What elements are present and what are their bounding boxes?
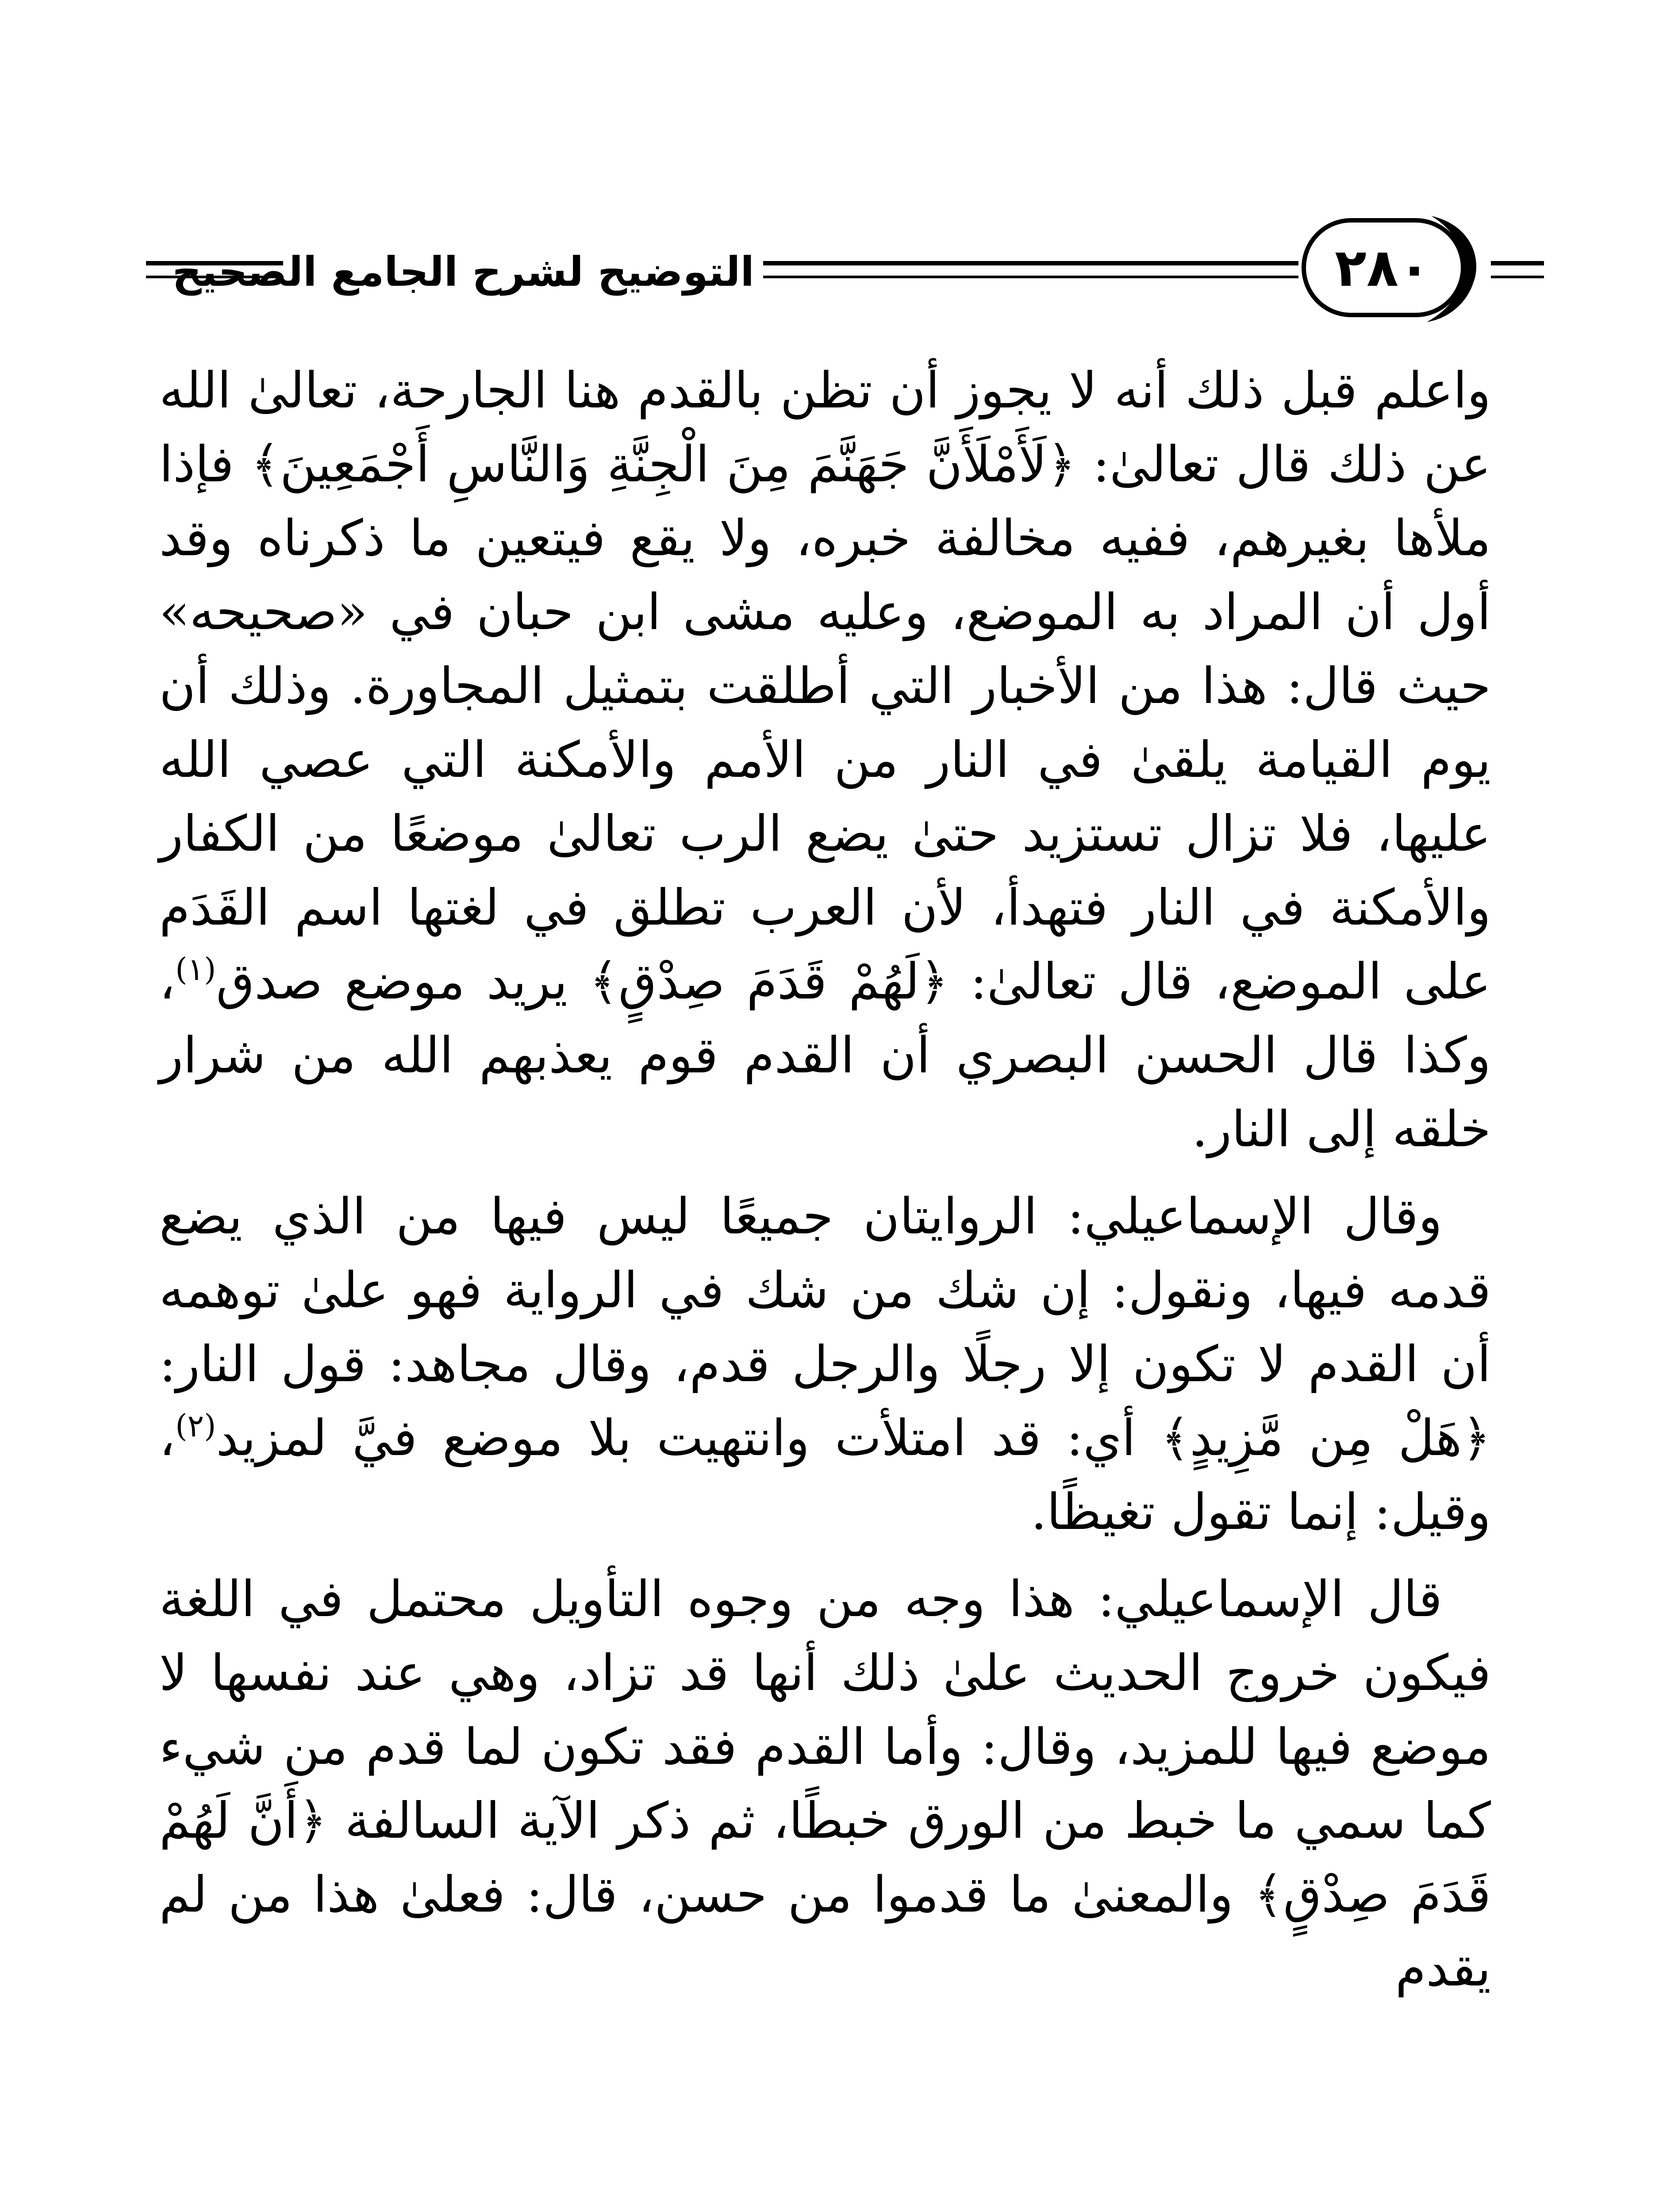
footnote-ref-2[interactable]: (٢) [175, 1408, 216, 1444]
header-rule-right-lower [1491, 276, 1544, 278]
text-run: أي: قد امتلأت وانتهيت بلا موضع فيَّ لمزيد [216, 1409, 1161, 1467]
text-run: ، وقيل: إنما تقول تغيظًا. [159, 1409, 1491, 1541]
quran-verse: ﴿لَأَمْلَأَنَّ جَهَنَّمَ مِنَ الْجِنَّةِ وَالنَّاسِ أَجْمَعِينَ﴾ [251, 436, 1076, 493]
paragraph-3 [159, 1563, 1491, 2006]
paragraph-1 [159, 354, 1491, 1167]
page-number-badge [1298, 208, 1484, 327]
footnote-ref-1[interactable]: (١) [175, 951, 216, 987]
quran-verse: ﴿هَلْ مِن مَّزِيدٍ﴾ [1160, 1409, 1491, 1467]
header-rule-right [1491, 261, 1544, 265]
text-run: ، وكذا قال الحسن البصري أن القدم قوم يعذبهم الله من شرار خلقه إلى النار. [159, 953, 1491, 1158]
text-run: قال الإسماعيلي: هذا وجه من وجوه التأويل محتمل في اللغة فيكون خروج الحديث علىٰ ذلك أنها قد تزاد، وهي عند نفسها لا موضع فيها للمزيد، وقال: وأما القدم فقد تكون لما قدم من شيء كما سمي ما خبط من الورق خبطًا، ثم ذكر الآية السالفة [159, 1571, 1491, 1850]
running-title: التوضيح لشرح الجامع الصحيح [172, 248, 754, 296]
header-rule-middle-lower [763, 276, 1298, 278]
text-run: يريد موضع صدق [216, 953, 589, 1010]
page-number: ٢٨٠ [1334, 237, 1431, 298]
body-text [159, 354, 1491, 2006]
header-rule-middle [763, 261, 1298, 265]
running-header [146, 175, 1500, 361]
text-run: وقال الإسماعيلي: الروايتان جميعًا ليس فيها من الذي يضع قدمه فيها، ونقول: إن شك من شك في الرواية فهو علىٰ توهمه أن القدم لا تكون إلا رجلًا والرجل قدم، وقال مجاهد: قول النار: [159, 1188, 1491, 1393]
text-run: واعلم قبل ذلك أنه لا يجوز أن تظن بالقدم هنا الجارحة، تعالىٰ الله عن ذلك قال تعالىٰ: [159, 362, 1491, 493]
quran-verse: ﴿لَهُمْ قَدَمَ صِدْقٍ﴾ [589, 953, 949, 1010]
text-run: والمعنىٰ ما قدموا من حسن، قال: فعلىٰ هذا من لم يقدم [159, 1866, 1491, 1997]
text-run: فإذا ملأها بغيرهم، ففيه مخالفة خبره، ولا يقع فيتعين ما ذكرناه وقد أول أن المراد به الموضع، وعليه مشى ابن حبان في «صحيحه» حيث قال: هذا من الأخبار التي أطلقت بتمثيل المجاورة. وذلك أن يوم القيامة يلقىٰ في النار من الأمم والأمكنة التي عصي الله عليها، فلا تزال تستزيد حتىٰ يضع الرب تعالىٰ موضعًا من الكفار والأمكنة في النار فتهدأ، لأن العرب تطلق في لغتها اسم القَدَم على الموضع، قال تعالىٰ: [159, 436, 1491, 1010]
paragraph-2 [159, 1180, 1491, 1549]
quran-verse: ﴿أَنَّ لَهُمْ قَدَمَ صِدْقٍ﴾ [159, 1792, 1491, 1924]
